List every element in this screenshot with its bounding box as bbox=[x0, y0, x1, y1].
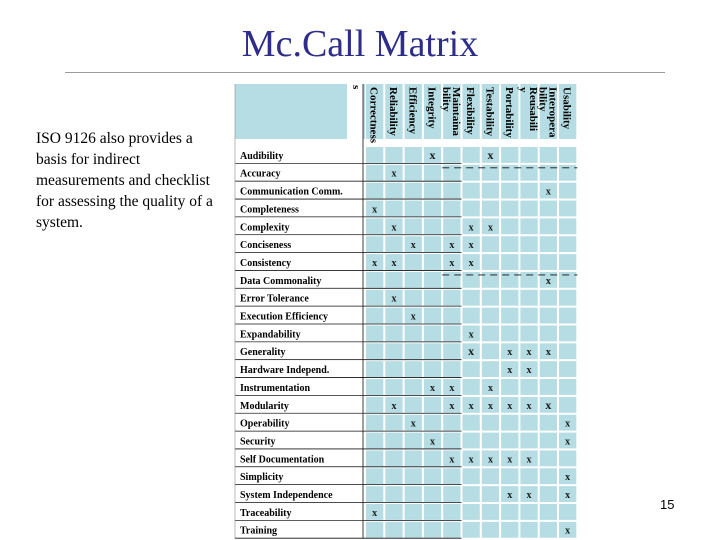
matrix-cell bbox=[424, 343, 441, 359]
matrix-cell bbox=[520, 379, 537, 395]
matrix-cell bbox=[385, 308, 402, 324]
matrix-cell bbox=[405, 326, 422, 342]
factor-header-usability: Usability bbox=[560, 87, 573, 130]
criterion-label: Security bbox=[240, 436, 276, 448]
matrix-cell bbox=[424, 218, 441, 234]
matrix-cell bbox=[405, 147, 422, 163]
matrix-cell bbox=[424, 468, 441, 484]
matrix-cell bbox=[482, 236, 499, 252]
matrix-cell bbox=[501, 308, 518, 324]
matrix-cell bbox=[385, 183, 402, 199]
matrix-cell bbox=[501, 183, 518, 199]
matrix-mark: x bbox=[507, 400, 513, 412]
matrix-mark: x bbox=[545, 347, 551, 359]
matrix-cell bbox=[385, 201, 402, 217]
matrix-cell bbox=[540, 486, 557, 502]
criterion-label: Simplicity bbox=[240, 472, 284, 484]
matrix-mark: x bbox=[372, 257, 378, 269]
matrix-cell bbox=[443, 147, 460, 163]
matrix-cell bbox=[463, 147, 480, 163]
matrix-cell bbox=[482, 343, 499, 359]
matrix-cell bbox=[559, 290, 576, 306]
matrix-cell bbox=[559, 343, 576, 359]
matrix-cell bbox=[424, 415, 441, 431]
matrix-cell bbox=[520, 433, 537, 449]
matrix-cell bbox=[385, 486, 402, 502]
matrix-cell bbox=[501, 147, 518, 163]
matrix-cell bbox=[482, 165, 499, 181]
matrix-cell bbox=[501, 379, 518, 395]
matrix-cell bbox=[443, 165, 460, 181]
matrix-cell bbox=[366, 343, 383, 359]
matrix-mark: x bbox=[430, 436, 436, 448]
matrix-cell bbox=[559, 397, 576, 413]
matrix-cell bbox=[520, 415, 537, 431]
matrix-mark: x bbox=[468, 400, 474, 412]
matrix-cell bbox=[540, 254, 557, 270]
matrix-cell bbox=[405, 522, 422, 538]
matrix-cell bbox=[501, 468, 518, 484]
matrix-cell bbox=[482, 290, 499, 306]
matrix-cell bbox=[443, 433, 460, 449]
matrix-mark: x bbox=[545, 275, 551, 287]
matrix-cell bbox=[424, 486, 441, 502]
matrix-mark: x bbox=[507, 490, 513, 501]
matrix-cell bbox=[540, 201, 557, 217]
matrix-cell bbox=[405, 397, 422, 413]
criterion-label: Hardware Independ. bbox=[240, 365, 330, 377]
matrix-cell bbox=[501, 433, 518, 449]
matrix-mark: x bbox=[449, 240, 455, 252]
matrix-cell bbox=[463, 433, 480, 449]
matrix-cell bbox=[540, 468, 557, 484]
criterion-label: Communication Comm. bbox=[240, 186, 343, 198]
matrix-mark: x bbox=[487, 454, 493, 466]
matrix-cell bbox=[385, 236, 402, 252]
matrix-cell bbox=[405, 468, 422, 484]
matrix-cell bbox=[405, 361, 422, 377]
matrix-cell bbox=[385, 361, 402, 377]
matrix-cell bbox=[366, 397, 383, 413]
matrix-cell bbox=[443, 290, 460, 306]
matrix-cell bbox=[482, 326, 499, 342]
matrix-cell bbox=[405, 290, 422, 306]
matrix-cell bbox=[540, 415, 557, 431]
matrix-cell bbox=[463, 522, 480, 538]
matrix-cell bbox=[501, 165, 518, 181]
matrix-mark: x bbox=[526, 365, 532, 377]
matrix-cell bbox=[482, 433, 499, 449]
criterion-label: Generality bbox=[240, 347, 286, 359]
factor-header-reliability: Reliability bbox=[386, 87, 399, 136]
matrix-cell bbox=[559, 308, 576, 324]
matrix-cell bbox=[405, 433, 422, 449]
matrix-cell bbox=[405, 254, 422, 270]
matrix-mark: x bbox=[410, 311, 416, 323]
matrix-cell bbox=[405, 201, 422, 217]
matrix-cell bbox=[443, 326, 460, 342]
matrix-cell bbox=[520, 308, 537, 324]
matrix-cell bbox=[540, 361, 557, 377]
matrix-cell bbox=[540, 450, 557, 466]
matrix-cell bbox=[482, 201, 499, 217]
matrix-header-spacer bbox=[347, 84, 363, 139]
matrix-cell bbox=[424, 397, 441, 413]
criterion-label: Operability bbox=[240, 418, 290, 430]
criterion-label: Modularity bbox=[240, 400, 289, 412]
matrix-cell bbox=[463, 361, 480, 377]
matrix-cell bbox=[405, 165, 422, 181]
matrix-cell bbox=[520, 254, 537, 270]
matrix-cell bbox=[482, 308, 499, 324]
matrix-mark: x bbox=[468, 222, 474, 234]
factor-header-flexibility: Flexibility bbox=[464, 87, 477, 135]
matrix-cell bbox=[385, 415, 402, 431]
matrix-cell bbox=[443, 272, 460, 288]
matrix-mark: x bbox=[391, 293, 397, 305]
matrix-cell bbox=[463, 486, 480, 502]
matrix-cell bbox=[424, 326, 441, 342]
matrix-cell bbox=[463, 468, 480, 484]
matrix-cell bbox=[540, 522, 557, 538]
matrix-cell bbox=[366, 415, 383, 431]
matrix-mark: x bbox=[449, 454, 455, 466]
matrix-cell bbox=[385, 272, 402, 288]
criterion-label: Conciseness bbox=[240, 240, 292, 252]
matrix-cell bbox=[385, 522, 402, 538]
matrix-cell bbox=[366, 236, 383, 252]
matrix-cell bbox=[366, 326, 383, 342]
matrix-mark: x bbox=[487, 382, 493, 394]
body-text: ISO 9126 also provides a basis for indirect measurements and checklist for assessing the quality of a system. bbox=[36, 130, 213, 231]
matrix-cell bbox=[424, 236, 441, 252]
matrix-cell bbox=[559, 165, 576, 181]
criterion-label: Execution Efficiency bbox=[240, 311, 329, 323]
matrix-cell bbox=[405, 343, 422, 359]
matrix-mark: x bbox=[565, 472, 571, 484]
matrix-mark: x bbox=[526, 347, 532, 359]
matrix-cell bbox=[443, 361, 460, 377]
matrix-cell bbox=[366, 486, 383, 502]
matrix-mark: x bbox=[487, 147, 494, 162]
matrix-cell bbox=[520, 272, 537, 288]
matrix-cell bbox=[501, 326, 518, 342]
matrix-cell bbox=[482, 254, 499, 270]
matrix-mark: x bbox=[468, 344, 475, 359]
matrix-cell bbox=[405, 272, 422, 288]
matrix-cell bbox=[540, 218, 557, 234]
matrix-cell bbox=[501, 236, 518, 252]
matrix-cell bbox=[424, 165, 441, 181]
matrix-cell bbox=[463, 290, 480, 306]
matrix-cell bbox=[366, 147, 383, 163]
matrix-cell bbox=[482, 468, 499, 484]
matrix-cell bbox=[424, 308, 441, 324]
matrix-cell bbox=[385, 326, 402, 342]
matrix-cell bbox=[405, 486, 422, 502]
matrix-cell bbox=[520, 147, 537, 163]
matrix-cell bbox=[463, 415, 480, 431]
matrix-cell bbox=[463, 183, 480, 199]
matrix-mark: x bbox=[449, 382, 455, 394]
matrix-cell bbox=[482, 504, 499, 520]
matrix-cell bbox=[385, 379, 402, 395]
matrix-mark: x bbox=[372, 507, 378, 519]
matrix-cell bbox=[482, 183, 499, 199]
matrix-cell bbox=[366, 218, 383, 234]
matrix-cell bbox=[463, 201, 480, 217]
criterion-label: Complexity bbox=[240, 222, 290, 234]
matrix-cell bbox=[463, 379, 480, 395]
matrix-mark: x bbox=[430, 382, 436, 394]
matrix-mark: x bbox=[372, 204, 378, 216]
matrix-cell bbox=[385, 343, 402, 359]
matrix-cell bbox=[443, 183, 460, 199]
matrix-mark: x bbox=[565, 490, 571, 501]
matrix-cell bbox=[424, 183, 441, 199]
matrix-cell bbox=[366, 308, 383, 324]
matrix-cell bbox=[540, 379, 557, 395]
matrix-cell bbox=[463, 504, 480, 520]
matrix-cell bbox=[443, 201, 460, 217]
matrix-cell bbox=[366, 183, 383, 199]
matrix-cell bbox=[424, 522, 441, 538]
matrix-cell bbox=[540, 504, 557, 520]
matrix-cell bbox=[540, 433, 557, 449]
matrix-mark: x bbox=[526, 490, 532, 501]
matrix-cell bbox=[443, 308, 460, 324]
factor-header-portability: Portability bbox=[502, 87, 515, 138]
factor-header-correctness: Correctness bbox=[367, 87, 380, 143]
matrix-cell bbox=[559, 236, 576, 252]
matrix-cell bbox=[559, 504, 576, 520]
matrix-cell bbox=[501, 522, 518, 538]
matrix-cell bbox=[366, 165, 383, 181]
matrix-mark: x bbox=[468, 454, 474, 466]
matrix-cell bbox=[520, 326, 537, 342]
factor-header-integrity: Integrity bbox=[425, 87, 438, 129]
matrix-cell bbox=[540, 165, 557, 181]
matrix-mark: x bbox=[507, 365, 513, 377]
matrix-cell bbox=[443, 504, 460, 520]
matrix-mark: x bbox=[545, 397, 552, 412]
matrix-cell bbox=[424, 272, 441, 288]
matrix-mark: x bbox=[526, 400, 532, 412]
criterion-label: Completeness bbox=[240, 204, 299, 216]
matrix-mark: x bbox=[391, 400, 397, 412]
matrix-cell bbox=[366, 379, 383, 395]
slide-title: Mc.Call Matrix bbox=[241, 23, 479, 65]
matrix-cell bbox=[559, 201, 576, 217]
matrix-cell bbox=[501, 504, 518, 520]
matrix-cell bbox=[559, 218, 576, 234]
matrix-mark: x bbox=[391, 257, 397, 269]
matrix-cell bbox=[424, 201, 441, 217]
matrix-cell bbox=[540, 290, 557, 306]
matrix-cell bbox=[559, 254, 576, 270]
matrix-cell bbox=[385, 504, 402, 520]
matrix-cell bbox=[540, 147, 557, 163]
matrix-mark: x bbox=[391, 222, 397, 234]
matrix-cell bbox=[405, 504, 422, 520]
matrix-cell bbox=[482, 361, 499, 377]
factor-header-maintainability: Maintainability bbox=[439, 87, 462, 136]
matrix-cell bbox=[559, 147, 576, 163]
matrix-cell bbox=[366, 361, 383, 377]
matrix-cell bbox=[559, 450, 576, 466]
factor-header-testability: Testability bbox=[483, 87, 496, 137]
matrix-mark: x bbox=[565, 436, 571, 448]
matrix-cell bbox=[482, 522, 499, 538]
matrix-mark: x bbox=[468, 240, 474, 252]
matrix-cell bbox=[520, 522, 537, 538]
matrix-cell bbox=[520, 236, 537, 252]
matrix-cell bbox=[385, 433, 402, 449]
matrix-cell bbox=[366, 433, 383, 449]
matrix-mark: x bbox=[449, 400, 455, 412]
criterion-label: Self Documentation bbox=[240, 454, 325, 466]
page-number: 15 bbox=[660, 497, 675, 512]
matrix-cell bbox=[443, 218, 460, 234]
criterion-label: Expandability bbox=[240, 329, 301, 341]
matrix-cell bbox=[559, 183, 576, 199]
matrix-cell bbox=[482, 486, 499, 502]
matrix-cell bbox=[540, 326, 557, 342]
matrix-cell bbox=[366, 468, 383, 484]
matrix-cell bbox=[366, 522, 383, 538]
matrix-cell bbox=[559, 361, 576, 377]
matrix-cell bbox=[520, 165, 537, 181]
matrix-cell bbox=[424, 361, 441, 377]
matrix-cell bbox=[385, 468, 402, 484]
matrix-cell bbox=[463, 272, 480, 288]
factor-header-fragment: s bbox=[350, 85, 362, 90]
matrix-cell bbox=[443, 486, 460, 502]
matrix-cell bbox=[463, 165, 480, 181]
matrix-cell bbox=[540, 308, 557, 324]
matrix-cell bbox=[366, 290, 383, 306]
matrix-cell bbox=[520, 183, 537, 199]
matrix-cell bbox=[366, 450, 383, 466]
matrix-mark: x bbox=[391, 168, 397, 180]
criterion-label: Instrumentation bbox=[240, 382, 311, 394]
matrix-mark: x bbox=[410, 240, 416, 252]
matrix-cell bbox=[385, 147, 402, 163]
criterion-label: Error Tolerance bbox=[240, 293, 309, 305]
matrix-cell bbox=[366, 272, 383, 288]
matrix-cell bbox=[482, 272, 499, 288]
matrix-cell bbox=[501, 290, 518, 306]
matrix-cell bbox=[501, 218, 518, 234]
criterion-label: System Independence bbox=[240, 490, 333, 501]
matrix-cell bbox=[501, 272, 518, 288]
factor-header-interoperability: Interoperability bbox=[536, 87, 559, 138]
matrix-cell bbox=[520, 504, 537, 520]
matrix-cell bbox=[405, 183, 422, 199]
matrix-cell bbox=[501, 254, 518, 270]
matrix-cell bbox=[540, 236, 557, 252]
matrix-mark: x bbox=[429, 147, 436, 162]
matrix-cell bbox=[559, 379, 576, 395]
matrix-cell bbox=[559, 272, 576, 288]
criterion-label: Traceability bbox=[240, 507, 292, 519]
matrix-cell bbox=[501, 201, 518, 217]
matrix-cell bbox=[405, 450, 422, 466]
matrix-mark: x bbox=[545, 186, 551, 198]
matrix-mark: x bbox=[507, 454, 513, 466]
criterion-label: Data Commonality bbox=[240, 275, 322, 287]
matrix-mark: x bbox=[468, 257, 474, 269]
matrix-cell bbox=[520, 201, 537, 217]
matrix-cell bbox=[424, 254, 441, 270]
matrix-mark: x bbox=[487, 400, 493, 412]
matrix-mark: x bbox=[468, 329, 474, 341]
factor-header-reusability: Reusabiliy bbox=[517, 87, 540, 132]
factor-header-efficiency: Efficiency bbox=[406, 87, 419, 135]
matrix-cell bbox=[385, 450, 402, 466]
matrix-cell bbox=[443, 415, 460, 431]
matrix-mark: x bbox=[449, 257, 455, 269]
matrix-mark: x bbox=[565, 418, 571, 430]
matrix-cell bbox=[501, 415, 518, 431]
criterion-label: Accuracy bbox=[240, 168, 281, 180]
matrix-mark: x bbox=[410, 418, 416, 430]
matrix-cell bbox=[463, 308, 480, 324]
matrix-header-corner bbox=[235, 84, 365, 139]
matrix-cell bbox=[520, 468, 537, 484]
matrix-cell bbox=[424, 504, 441, 520]
matrix-cell bbox=[520, 290, 537, 306]
matrix-cell bbox=[443, 522, 460, 538]
matrix-cell bbox=[482, 415, 499, 431]
criterion-label: Consistency bbox=[240, 257, 292, 269]
matrix-cell bbox=[424, 290, 441, 306]
criterion-label: Training bbox=[240, 525, 278, 537]
matrix-cell bbox=[559, 326, 576, 342]
matrix-mark: x bbox=[526, 454, 532, 466]
matrix-mark: x bbox=[565, 525, 571, 537]
matrix-cell bbox=[424, 450, 441, 466]
matrix-cell bbox=[443, 343, 460, 359]
matrix-cell bbox=[405, 218, 422, 234]
criterion-label: Audibility bbox=[240, 150, 284, 162]
matrix-mark: x bbox=[487, 222, 493, 234]
matrix-cell bbox=[443, 468, 460, 484]
matrix-cell bbox=[405, 379, 422, 395]
matrix-mark: x bbox=[507, 347, 513, 359]
matrix-cell bbox=[520, 218, 537, 234]
